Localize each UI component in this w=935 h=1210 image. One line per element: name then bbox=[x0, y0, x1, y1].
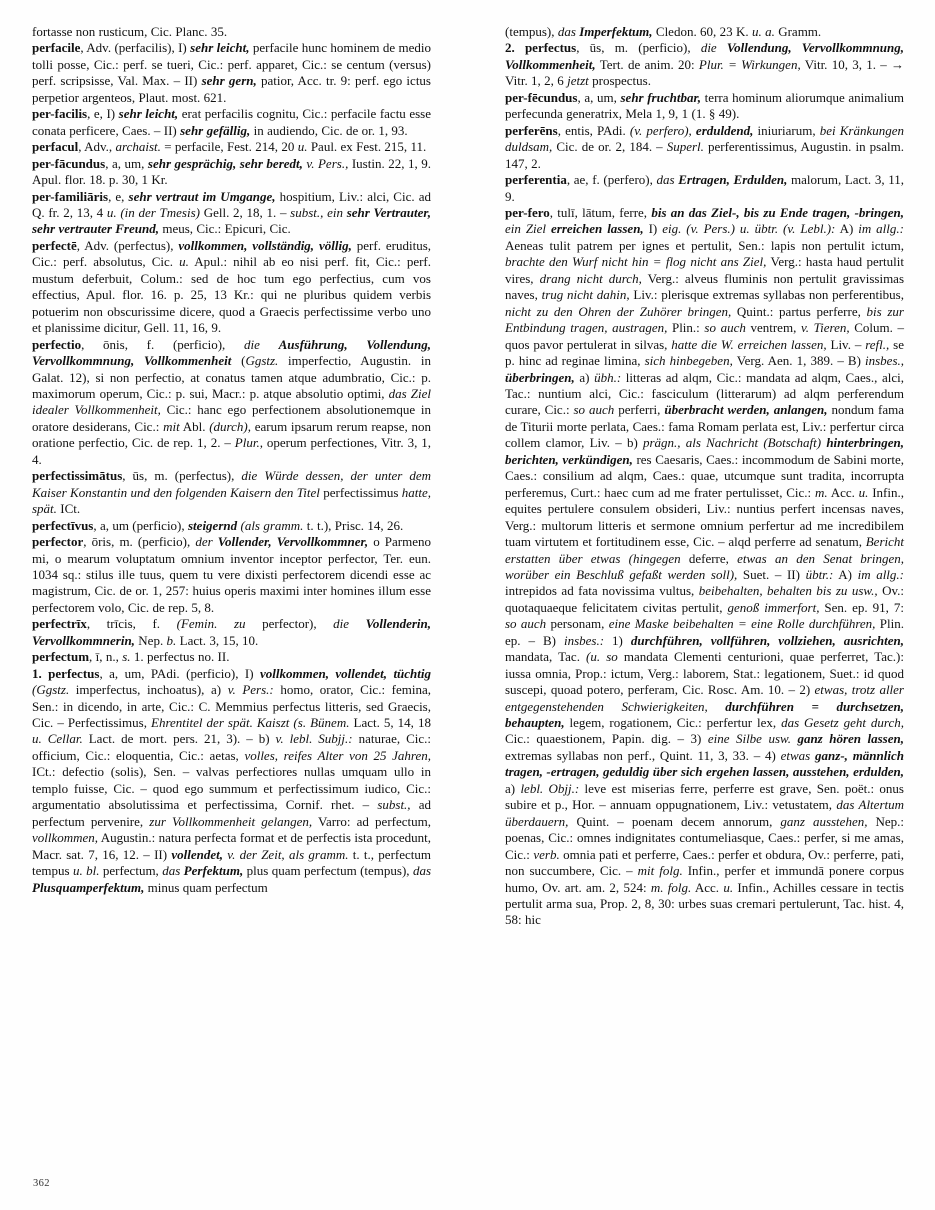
dictionary-entry: 2. perfectus, ūs, m. (perficio), die Vollendung, Vervollkommnung, Vollkommenheit, Tert. de anim. 20: Plur. = Wirkungen, Vitr. 10, 3, 1. – → Vitr. 1, 2, 6 jetzt prospectus. bbox=[505, 40, 905, 89]
dictionary-entry: perfectissimātus, ūs, m. (perfectus), die Würde dessen, der unter dem Kaiser Konstantin und den folgenden Kaisern den Titel perfectissimus hatte, spät. ICt. bbox=[32, 468, 432, 517]
dictionary-entry: perfector, ōris, m. (perficio), der Vollender, Vervollkommner, o Parmeno mi, o mearum voluptatum omnium inventor inceptor perfector, Ter. eun. 1034 sq.: stilus ille tuus, quem tu vere dixisti perfectorem dicendi esse ac magistrum, Cic. de or. 1, 257: huius operis maximi inter homines illum esse perfectorem volo, Cic. de rep. 5, 8. bbox=[32, 534, 432, 615]
dictionary-entry: 1. perfectus, a, um, PAdi. (perficio), I) vollkommen, vollendet, tüchtig (Ggstz. imperfectus, inchoatus), a) v. Pers.: homo, orator, Cic.: femina, Sen.: in dicendo, in arte, Cic.: C. Memmius perfectus litteris, sed Graecis, Cic. – Perfectissimus, Ehrentitel der spät. Kaiszt (s. Bünem. Lact. 5, 14, 18 u. Cellar. Lact. de mort. pers. 21, 3). – b) v. lebl. Subjj.: naturae, Cic.: officium, Cic.: eloquentia, Cic.: aetas, volles, reifes Alter von 25 Jahren, ICt.: defectio (solis), Sen. – valvas perfectiores nullas umquam ullo in templo fuisse, Cic. – quod ego summum et perfectissimum iudico, Cic.: argumentatio absolutissima et perfectissima, Cornif. rhet. – subst., ad perfectum pervenire, zur Vollkommenheit gelangen, Varro: ad perfectum, vollkommen, Augustin.: natura perfecta format et de perfectis ista procedunt, Macr. sat. 7, 16, 12. – II) vollendet, v. der Zeit, als gramm. t. t., perfectum tempus u. bl. perfectum, das Perfektum, plus quam perfectum (tempus), das Plusquamperfektum, minus quam perfectum bbox=[32, 665, 432, 895]
left-text-column bbox=[32, 24, 431, 1159]
page-number: 362 bbox=[33, 1178, 50, 1189]
dictionary-entry: perfacile, Adv. (perfacilis), I) sehr leicht, perfacile hunc hominem de medio tolli posse, Cic.: perf. se tueri, Cic.: perf. apparet, Cic.: se centum (versus) perf. scripsisse, Val. Max. – II) sehr gern, patior, Acc. tr. 9: perf. ego ictus perpetior argenteos, Plaut. most. 621. bbox=[32, 40, 432, 105]
dictionary-entry: per-facilis, e, I) sehr leicht, erat perfacilis cognitu, Cic.: perfacile factu esse conata perficere, Caes. – II) sehr gefällig, in audiendo, Cic. de or. 1, 93. bbox=[32, 106, 431, 138]
dictionary-entry: per-familiāris, e, sehr vertraut im Umgange, hospitium, Liv.: alci, Cic. ad Q. fr. 2, 13, 4 u. (in der Tmesis) Gell. 2, 18, 1. – subst., ein sehr Vertrauter, sehr vertrauter Freund, meus, Cic.: Epicuri, Cic. bbox=[32, 188, 431, 237]
dictionary-entry: perfectīvus, a, um (perficio), steigernd (als gramm. t. t.), Prisc. 14, 26. bbox=[32, 517, 404, 533]
dictionary-entry: perfacul, Adv., archaist. = perfacile, Fest. 214, 20 u. Paul. ex Fest. 215, 11. bbox=[32, 139, 427, 155]
right-text-column bbox=[505, 24, 904, 1159]
dictionary-entry: per-fero, tulī, lātum, ferre, bis an das Ziel-, bis zu Ende tragen, -bringen, ein Ziel erreichen lassen, I) eig. (v. Pers.) u. übtr. (v. Lebl.): A) im allg.: Aeneas tulit patrem per ignes et pertulit, Sen.: lapis non pertulit ictum, brachte den Wurf nicht hin = flog nicht ans Ziel, Verg.: hasta haud pertulit vires, drang nicht durch, Verg.: alveus fluminis non pertulit gravissimas naves, trug nicht dahin, Liv.: plerisque extremas syllabas non perferentibus, nicht zu den Ohren der Zuhörer bringen, Quint.: partus perferre, bis zur Entbindung tragen, austragen, Plin.: so auch ventrem, v. Tieren, Colum. – quos pavor pertulerat in silvas, hatte die W. erreichen lassen, Liv. – refl., se p. hinc ad reginae limina, sich hinbegeben, Verg. Aen. 1, 389. – B) insbes., überbringen, a) übh.: litteras ad alqm, Cic.: mandata ad alqm, Caes., alci, Tac.: nuntium alci, Cic.: fasciculum (litterarum) ad alqm perferendum curare, Cic.: so auch perferri, überbracht werden, anlangen, nondum fama de Titurii morte perlata, Caes.: fama Romam perlata est, Liv.: perfertur circa collem clamor, Liv. – b) prägn., als Nachricht (Botschaft) hinterbringen, berichten, verkündigen, res Caesaris, Caes.: incommodum de Sabini morte, Caes.: consilium ad alqm, Caes.: quae, utcumque sunt tradita, incorrupta perferemus, Curt.: haec cum ad me frater pertulisset, Cic.: m. Acc. u. Infin., equites pertulere consulem obsideri, Liv.: nuntius perfert incensas naves, Verg.: multorum litteris et sermone omnium perfertur ad me incredibilem tuam virtutem et fortitudinem esse, Cic. – alqd perferre ad senatum, Bericht erstatten über etwas (hingegen deferre, etwas an den Senat bringen, worüber ein Beschluß gefaßt werden soll), Suet. – II) übtr.: A) im allg.: intrepidos ad fata novissima vultus, beibehalten, behalten bis zu usw., Ov.: quotaquaeque felicitatem civitas pertulit, genoß immerfort, Sen. ep. 91, 7: so auch personam, eine Maske beibehalten = eine Rolle durchführen, Plin. ep. – B) insbes.: 1) durchführen, vollführen, vollziehen, ausrichten, mandata, Tac. (u. so mandata Clementi centurioni, quae perferret, Tac.): iussa omnia, Prop.: ictum, Verg.: laborem, Stat.: legationem, Suet.: id quod suscepi, quoad potero, perferam, Cic. Rosc. Am. 10. – 2) etwas, trotz aller entgegenstehenden Schwierigkeiten, durchführen = durchsetzen, behaupten, legem, rogationem, Cic.: perfertur lex, das Gesetz geht durch, Cic.: quaestionem, Papin. dig. – 3) eine Silbe usw. ganz hören lassen, extremas syllabas non perf., Quint. 11, 3, 33. – 4) etwas ganz-, männlich tragen, -ertragen, geduldig über sich ergehen lassen, ausstehen, erdulden, a) lebl. Objj.: leve est miserias ferre, perferre est grave, Sen. poët.: onus subire et p., Hor. – annuam oppugnationem, Liv.: vetustatem, das Altertum überdauern, Quint. – poenam decem annorum, ganz ausstehen, Nep.: poenas, Cic.: omnes indignitates contumeliasque, Caes.: perfer, si me amas, Cic.: verb. omnia pati et perferre, Caes.: perfer et obdura, Ov.: perferre, pati, non succumbere, Cic. – mit folg. Infin., perfer et immundā ponere corpus humo, Ov. art. am. 2, 524: m. folg. Acc. u. Infin., Achilles cessare in tectis pertulit arma sua, Prop. 2, 8, 30: urbes suas cremari pertulerunt, Tac. hist. 4, 58: hic bbox=[505, 204, 905, 928]
dictionary-entry: fortasse non rusticum, Cic. Planc. 35. bbox=[32, 24, 228, 39]
dictionary-entry: per-fēcundus, a, um, sehr fruchtbar, terra hominum aliorumque animalium perfecunda generatrix, Mela 1, 9, 1 (1. § 49). bbox=[505, 89, 905, 122]
two-column-text-body bbox=[32, 24, 904, 1159]
dictionary-entry: perfectio, ōnis, f. (perficio), die Ausführung, Vollendung, Vervollkommnung, Vollkommenheit (Ggstz. imperfectio, Augustin. in Galat. 12), si non perfectio, at conatus tamen atque adumbratio, Cic.: p. maximorum operum, Cic.: p. sui, Macr.: p. atque absolutio optimi, das Ziel idealer Vollkommenheit, Cic.: hanc ego perfectionem absolutionemque in oratore desiderans, Cic.: mit Abl. (durch), earum ipsarum rerum reapse, non oratione perfectio, Cic. de rep. 1, 2. – Plur., operum perfectiones, Vitr. 3, 1, 4. bbox=[32, 336, 432, 467]
dictionary-entry: perferentia, ae, f. (perfero), das Ertragen, Erdulden, malorum, Lact. 3, 11, 9. bbox=[505, 172, 904, 204]
dictionary-entry: perferēns, entis, PAdi. (v. perfero), erduldend, iniuriarum, bei Kränkungen duldsam, Cic. de or. 2, 184. – Superl. perferentissimus, Augustin. in psalm. 147, 2. bbox=[505, 122, 904, 171]
dictionary-entry: perfectum, ī, n., s. 1. perfectus no. II. bbox=[32, 649, 230, 665]
dictionary-entry: (tempus), das Imperfektum, Cledon. 60, 23 K. u. a. Gramm. bbox=[505, 24, 822, 39]
dictionary-entry: per-fācundus, a, um, sehr gesprächig, sehr beredt, v. Pers., Iustin. 22, 1, 9. Apul. flor. 18. p. 30, 1 Kr. bbox=[32, 155, 432, 188]
dictionary-entry: perfectē, Adv. (perfectus), vollkommen, vollständig, völlig, perf. eruditus, Cic.: perf. absolutus, Cic. u. Apul.: nihil ab eo nisi perf. fit, Cic.: perf. mustum deferbuit, Colum.: sed de hoc tum ego perfectius, cum vos effectius, Apul. flor. 16. p. 25, 13 Kr.: qui ne pluribus quidem verbis potuerim non obscurissime dicere, quod a Graecis perfectissime verbo uno et planissime dicitur, Gell. 11, 16, 9. bbox=[32, 237, 432, 336]
dictionary-entry: perfectrīx, trīcis, f. (Femin. zu perfector), die Vollenderin, Vervollkommnerin, Nep. b. Lact. 3, 15, 10. bbox=[32, 616, 431, 648]
